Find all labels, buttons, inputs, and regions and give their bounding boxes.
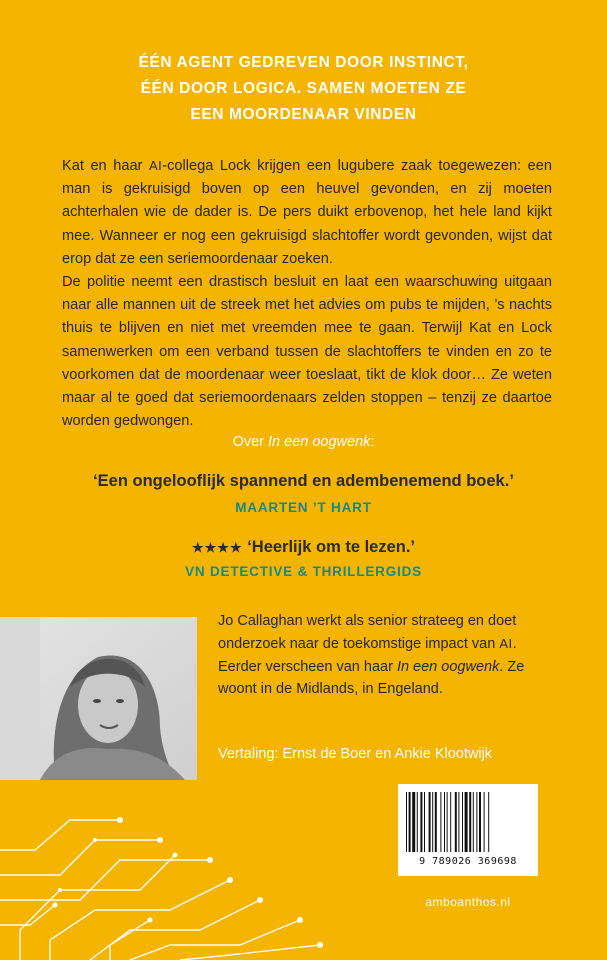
bio-text: . Eerder verscheen van haar [218,635,517,675]
barcode-bar [462,792,463,852]
blurb-paragraph-1 [62,154,552,271]
tagline-line-1: ÉÉN AGENT GEDREVEN DOOR INSTINCT, [138,54,469,71]
review-intro-prefix: Over [232,434,269,450]
blurb-text: Kat en haar [62,158,149,174]
barcode-bar [465,792,468,852]
barcode-bar [429,792,431,852]
review-quote-2 [0,538,607,557]
blurb-text: -collega Lock krijgen een lugubere zaak toegewezen: een man is gekruisigd boven op een heuvel gevonden, en zij moeten achterhalen wie de dader is. De pers duikt erbovenop, het hele land kijkt mee. Wanneer er nog een gekruisigd slachtoffer wordt gevonden, wijst dat erop dat ze een seriemoordenaar zoeken. [62,158,552,267]
bio-text: Jo Callaghan werkt als senior strateeg en doet onderzoek naar de toekomstige impact van [218,613,517,652]
bio-book-title: In een oogwenk [396,658,500,675]
barcode-bar [488,792,489,852]
barcode-bar [412,792,415,852]
review-credit-1: MAARTEN ’T HART [235,500,372,515]
tagline-line-3: EEN MOORDENAAR VINDEN [190,106,417,123]
review-quote-2-text: ‘Heerlijk om te lezen.’ [247,538,416,556]
tagline-line-2: ÉÉN DOOR LOGICA. SAMEN MOETEN ZE [140,80,467,97]
barcode-bar [479,792,481,852]
barcode [398,784,538,876]
author-photo [0,617,197,780]
barcode-bar [406,792,407,852]
barcode-bar [409,792,411,852]
publisher-website[interactable]: amboanthos.nl [425,895,511,909]
isbn-number: 9 789026 369698 [419,856,517,867]
bio-ai-term: AI [499,635,513,651]
barcode-bar [484,792,485,852]
barcode-bar [420,792,422,852]
barcode-bar [417,792,418,852]
barcode-bar [435,792,437,852]
review-intro-suffix: : [370,434,375,450]
barcode-bar [424,792,425,852]
barcode-bar [469,792,471,852]
book-blurb [62,154,552,433]
barcode-bar [455,792,457,852]
review-quote-1: ‘Een ongelooflijk spannend en adembenemend boek.’ [93,472,514,490]
barcode-bar [444,792,445,852]
author-bio [218,610,558,701]
review-intro [0,434,607,450]
author-bio-text [218,610,558,701]
barcode-bar [440,792,441,852]
blurb-paragraph-2: De politie neemt een drastisch besluit en laat een waarschuwing uitgaan naar alle mannen uit de streek met het advies om pubs te mijden, ’s nachts thuis te blijven en niet met vreemden mee te gaan. Terwijl Kat en Lock samenwerken om een verband tussen de slachtoffers te vinden en zo te voorkomen dat de moordenaar weer toeslaat, tikt de klok door… Ze weten maar al te goed dat seriemoordenaars zelden stoppen – tenzij ze daartoe worden gedwongen. [62,274,552,430]
barcode-bars [398,784,538,854]
rating-stars: ★★★★ [191,540,243,555]
barcode-bar [447,792,448,852]
review-intro-title: In een oogwenk [268,434,371,450]
barcode-bar [473,792,474,852]
circuit-decoration [0,780,400,960]
barcode-bar [458,792,459,852]
barcode-bar [476,792,477,852]
barcode-bar [432,792,433,852]
tagline [0,50,607,128]
blurb-ai-term: AI [148,158,163,173]
bio-text: . Ze woont in de Midlands, in Engeland. [218,658,525,698]
review-credit-2: VN DETECTIVE & THRILLERGIDS [185,564,422,579]
translation-credit: Vertaling: Ernst de Boer en Ankie Klootwijk [218,746,493,762]
barcode-bar [450,792,451,852]
